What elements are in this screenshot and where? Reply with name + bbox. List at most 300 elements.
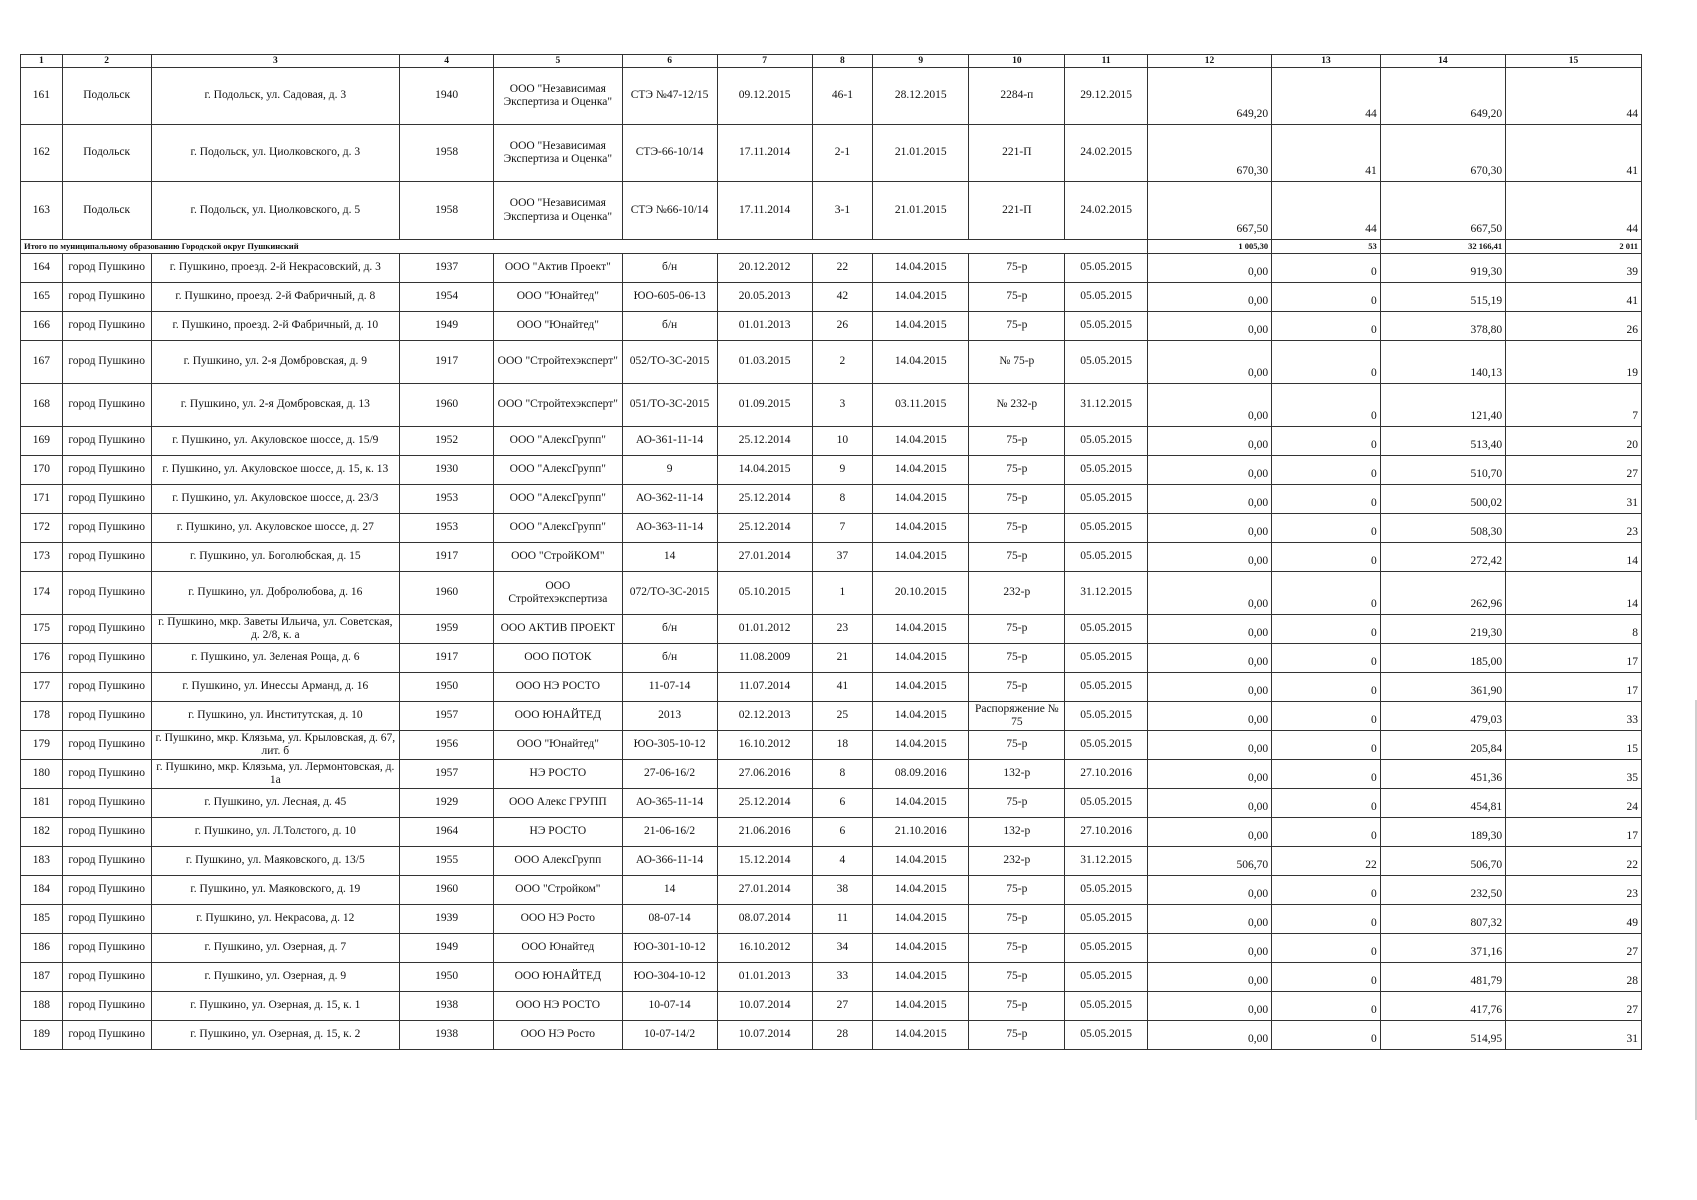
cell-row-number: 185: [21, 905, 63, 934]
cell-expert-org: НЭ РОСТО: [494, 760, 622, 789]
cell-total-area: 514,95: [1380, 1021, 1505, 1050]
cell-report-date: 01.03.2015: [717, 341, 812, 384]
cell-area-value: 0,00: [1147, 760, 1271, 789]
cell-row-number: 177: [21, 673, 63, 702]
cell-total-area: 500,02: [1380, 485, 1505, 514]
cell-item-number: 18: [812, 731, 873, 760]
cell-expert-org: ООО АлексГрупп: [494, 847, 622, 876]
cell-build-year: 1958: [400, 182, 494, 240]
cell-order-number: 75-р: [969, 312, 1065, 341]
cell-decision-date: 14.04.2015: [873, 341, 969, 384]
cell-area-value: 0,00: [1147, 485, 1271, 514]
cell-order-date: 27.10.2016: [1065, 818, 1148, 847]
cell-report-number: 14: [622, 543, 717, 572]
table-row: [21, 731, 1642, 760]
cell-report-date: 01.09.2015: [717, 384, 812, 427]
cell-report-date: 01.01.2013: [717, 312, 812, 341]
cell-total-residents: 35: [1506, 760, 1642, 789]
cell-address: г. Пушкино, ул. Озерная, д. 15, к. 2: [151, 1021, 400, 1050]
cell-total-residents: 17: [1506, 644, 1642, 673]
cell-order-date: 24.02.2015: [1065, 182, 1148, 240]
cell-municipality: город Пушкино: [62, 760, 151, 789]
cell-total-residents: 14: [1506, 572, 1642, 615]
cell-report-number: 052/ТО-3С-2015: [622, 341, 717, 384]
cell-order-number: 2284-п: [969, 68, 1065, 125]
cell-item-number: 28: [812, 1021, 873, 1050]
cell-area-value: 0,00: [1147, 963, 1271, 992]
cell-address: г. Подольск, ул. Садовая, д. 3: [151, 68, 400, 125]
cell-total-residents: 33: [1506, 702, 1642, 731]
cell-item-number: 10: [812, 427, 873, 456]
cell-decision-date: 14.04.2015: [873, 905, 969, 934]
cell-decision-date: 20.10.2015: [873, 572, 969, 615]
cell-expert-org: ООО "Юнайтед": [494, 312, 622, 341]
cell-build-year: 1949: [400, 312, 494, 341]
cell-area-value: 0,00: [1147, 673, 1271, 702]
cell-expert-org: ООО "Независимая Экспертиза и Оценка": [494, 125, 622, 182]
cell-decision-date: 28.12.2015: [873, 68, 969, 125]
cell-item-number: 26: [812, 312, 873, 341]
cell-item-number: 2: [812, 341, 873, 384]
cell-address: г. Пушкино, ул. Некрасова, д. 12: [151, 905, 400, 934]
cell-build-year: 1938: [400, 992, 494, 1021]
cell-order-number: 75-р: [969, 283, 1065, 312]
cell-build-year: 1956: [400, 731, 494, 760]
cell-row-number: 167: [21, 341, 63, 384]
cell-item-number: 27: [812, 992, 873, 1021]
subtotal-row: [21, 240, 1642, 254]
cell-residents-count: 0: [1272, 644, 1381, 673]
cell-residents-count: 0: [1272, 789, 1381, 818]
column-header: 5: [494, 55, 622, 68]
cell-report-date: 10.07.2014: [717, 992, 812, 1021]
cell-report-date: 16.10.2012: [717, 731, 812, 760]
cell-report-number: 14: [622, 876, 717, 905]
cell-row-number: 169: [21, 427, 63, 456]
cell-build-year: 1960: [400, 876, 494, 905]
cell-total-area: 508,30: [1380, 514, 1505, 543]
cell-item-number: 38: [812, 876, 873, 905]
table-row: [21, 702, 1642, 731]
cell-item-number: 4: [812, 847, 873, 876]
cell-report-number: 21-06-16/2: [622, 818, 717, 847]
cell-order-number: 75-р: [969, 1021, 1065, 1050]
cell-item-number: 21: [812, 644, 873, 673]
cell-row-number: 183: [21, 847, 63, 876]
cell-total-area: 371,16: [1380, 934, 1505, 963]
cell-build-year: 1960: [400, 572, 494, 615]
cell-total-area: 232,50: [1380, 876, 1505, 905]
cell-order-date: 05.05.2015: [1065, 992, 1148, 1021]
column-header: 1: [21, 55, 63, 68]
cell-area-value: 0,00: [1147, 934, 1271, 963]
subtotal-section: [21, 240, 1642, 254]
cell-municipality: Подольск: [62, 68, 151, 125]
cell-order-number: 75-р: [969, 514, 1065, 543]
cell-total-residents: 22: [1506, 847, 1642, 876]
cell-area-value: 0,00: [1147, 427, 1271, 456]
cell-address: г. Пушкино, ул. 2-я Домбровская, д. 13: [151, 384, 400, 427]
cell-order-number: 75-р: [969, 485, 1065, 514]
cell-area-value: 0,00: [1147, 992, 1271, 1021]
cell-report-number: АО-362-11-14: [622, 485, 717, 514]
cell-report-date: 27.06.2016: [717, 760, 812, 789]
cell-residents-count: 0: [1272, 760, 1381, 789]
cell-order-number: Распоряжение № 75: [969, 702, 1065, 731]
cell-municipality: город Пушкино: [62, 312, 151, 341]
cell-municipality: город Пушкино: [62, 644, 151, 673]
cell-expert-org: ООО "СтройКОМ": [494, 543, 622, 572]
cell-total-residents: 24: [1506, 789, 1642, 818]
cell-build-year: 1957: [400, 702, 494, 731]
cell-report-number: б/н: [622, 615, 717, 644]
cell-total-area: 807,32: [1380, 905, 1505, 934]
table-row: [21, 847, 1642, 876]
cell-total-area: 451,36: [1380, 760, 1505, 789]
cell-item-number: 1: [812, 572, 873, 615]
cell-report-number: АО-363-11-14: [622, 514, 717, 543]
cell-order-number: 75-р: [969, 254, 1065, 283]
cell-build-year: 1954: [400, 283, 494, 312]
cell-decision-date: 14.04.2015: [873, 644, 969, 673]
subtotal-col12: 1 005,30: [1147, 240, 1271, 254]
cell-municipality: город Пушкино: [62, 427, 151, 456]
cell-total-residents: 7: [1506, 384, 1642, 427]
cell-total-residents: 15: [1506, 731, 1642, 760]
table-row: [21, 182, 1642, 240]
cell-total-residents: 17: [1506, 818, 1642, 847]
cell-total-residents: 19: [1506, 341, 1642, 384]
cell-municipality: город Пушкино: [62, 572, 151, 615]
cell-decision-date: 14.04.2015: [873, 847, 969, 876]
cell-report-date: 01.01.2012: [717, 615, 812, 644]
cell-expert-org: ООО "АлексГрупп": [494, 514, 622, 543]
column-header: 10: [969, 55, 1065, 68]
cell-municipality: город Пушкино: [62, 456, 151, 485]
cell-total-area: 510,70: [1380, 456, 1505, 485]
cell-total-area: 479,03: [1380, 702, 1505, 731]
cell-order-date: 31.12.2015: [1065, 572, 1148, 615]
cell-report-number: СТЭ №66-10/14: [622, 182, 717, 240]
cell-item-number: 25: [812, 702, 873, 731]
cell-expert-org: ООО "Стройтехэксперт": [494, 341, 622, 384]
cell-total-area: 513,40: [1380, 427, 1505, 456]
cell-order-date: 27.10.2016: [1065, 760, 1148, 789]
cell-row-number: 165: [21, 283, 63, 312]
cell-residents-count: 44: [1272, 68, 1381, 125]
cell-order-number: № 75-р: [969, 341, 1065, 384]
cell-item-number: 42: [812, 283, 873, 312]
cell-residents-count: 0: [1272, 427, 1381, 456]
cell-total-area: 670,30: [1380, 125, 1505, 182]
cell-item-number: 2-1: [812, 125, 873, 182]
cell-order-date: 05.05.2015: [1065, 456, 1148, 485]
cell-order-date: 31.12.2015: [1065, 384, 1148, 427]
cell-municipality: город Пушкино: [62, 934, 151, 963]
cell-expert-org: ООО "АлексГрупп": [494, 456, 622, 485]
cell-area-value: 0,00: [1147, 1021, 1271, 1050]
cell-report-number: 11-07-14: [622, 673, 717, 702]
table-body-podolsk: [21, 68, 1642, 240]
cell-area-value: 670,30: [1147, 125, 1271, 182]
cell-municipality: город Пушкино: [62, 514, 151, 543]
cell-row-number: 164: [21, 254, 63, 283]
cell-expert-org: НЭ РОСТО: [494, 818, 622, 847]
table-row: [21, 341, 1642, 384]
cell-decision-date: 14.04.2015: [873, 514, 969, 543]
cell-total-area: 361,90: [1380, 673, 1505, 702]
cell-item-number: 9: [812, 456, 873, 485]
cell-residents-count: 0: [1272, 456, 1381, 485]
cell-residents-count: 0: [1272, 818, 1381, 847]
cell-report-number: СТЭ №47-12/15: [622, 68, 717, 125]
cell-total-area: 121,40: [1380, 384, 1505, 427]
cell-item-number: 34: [812, 934, 873, 963]
cell-total-area: 454,81: [1380, 789, 1505, 818]
cell-expert-org: ООО "Актив Проект": [494, 254, 622, 283]
cell-order-date: 05.05.2015: [1065, 644, 1148, 673]
column-header: 8: [812, 55, 873, 68]
table-row: [21, 934, 1642, 963]
cell-order-date: 05.05.2015: [1065, 615, 1148, 644]
cell-decision-date: 14.04.2015: [873, 1021, 969, 1050]
table-row: [21, 456, 1642, 485]
cell-expert-org: ООО Юнайтед: [494, 934, 622, 963]
cell-order-date: 05.05.2015: [1065, 702, 1148, 731]
cell-build-year: 1964: [400, 818, 494, 847]
cell-report-date: 09.12.2015: [717, 68, 812, 125]
cell-order-number: 232-р: [969, 572, 1065, 615]
cell-row-number: 168: [21, 384, 63, 427]
cell-report-date: 27.01.2014: [717, 543, 812, 572]
cell-total-area: 262,96: [1380, 572, 1505, 615]
cell-total-residents: 28: [1506, 963, 1642, 992]
cell-build-year: 1917: [400, 644, 494, 673]
cell-address: г. Пушкино, ул. Озерная, д. 7: [151, 934, 400, 963]
table-row: [21, 384, 1642, 427]
housing-register-table: [20, 54, 1642, 1050]
cell-address: г. Пушкино, проезд. 2-й Некрасовский, д. 3: [151, 254, 400, 283]
column-header: 12: [1147, 55, 1271, 68]
cell-area-value: 0,00: [1147, 789, 1271, 818]
cell-municipality: город Пушкино: [62, 485, 151, 514]
cell-total-residents: 23: [1506, 876, 1642, 905]
cell-item-number: 23: [812, 615, 873, 644]
cell-row-number: 181: [21, 789, 63, 818]
table-row: [21, 312, 1642, 341]
cell-decision-date: 14.04.2015: [873, 283, 969, 312]
cell-municipality: город Пушкино: [62, 1021, 151, 1050]
cell-area-value: 667,50: [1147, 182, 1271, 240]
cell-report-number: 072/ТО-3С-2015: [622, 572, 717, 615]
cell-report-number: б/н: [622, 644, 717, 673]
cell-order-number: 232-р: [969, 847, 1065, 876]
cell-report-date: 27.01.2014: [717, 876, 812, 905]
cell-report-number: ЮО-301-10-12: [622, 934, 717, 963]
cell-area-value: 0,00: [1147, 876, 1271, 905]
cell-item-number: 33: [812, 963, 873, 992]
cell-decision-date: 14.04.2015: [873, 731, 969, 760]
cell-item-number: 6: [812, 818, 873, 847]
cell-total-area: 378,80: [1380, 312, 1505, 341]
cell-build-year: 1917: [400, 341, 494, 384]
cell-build-year: 1939: [400, 905, 494, 934]
cell-municipality: город Пушкино: [62, 543, 151, 572]
cell-residents-count: 0: [1272, 312, 1381, 341]
table-row: [21, 963, 1642, 992]
table-row: [21, 254, 1642, 283]
cell-area-value: 0,00: [1147, 514, 1271, 543]
cell-report-number: АО-361-11-14: [622, 427, 717, 456]
column-header: 6: [622, 55, 717, 68]
cell-report-date: 11.07.2014: [717, 673, 812, 702]
cell-residents-count: 0: [1272, 702, 1381, 731]
cell-order-date: 24.02.2015: [1065, 125, 1148, 182]
cell-total-area: 205,84: [1380, 731, 1505, 760]
cell-row-number: 170: [21, 456, 63, 485]
cell-expert-org: ООО "Юнайтед": [494, 283, 622, 312]
cell-row-number: 173: [21, 543, 63, 572]
cell-expert-org: ООО АКТИВ ПРОЕКТ: [494, 615, 622, 644]
cell-order-number: 221-П: [969, 125, 1065, 182]
cell-expert-org: ООО Алекс ГРУПП: [494, 789, 622, 818]
cell-municipality: город Пушкино: [62, 847, 151, 876]
cell-area-value: 0,00: [1147, 456, 1271, 485]
table-row: [21, 789, 1642, 818]
cell-residents-count: 0: [1272, 731, 1381, 760]
cell-expert-org: ООО "Независимая Экспертиза и Оценка": [494, 68, 622, 125]
cell-report-number: ЮО-305-10-12: [622, 731, 717, 760]
cell-total-residents: 14: [1506, 543, 1642, 572]
column-number-header: [21, 55, 1642, 68]
cell-order-number: № 232-р: [969, 384, 1065, 427]
cell-municipality: город Пушкино: [62, 283, 151, 312]
cell-build-year: 1957: [400, 760, 494, 789]
column-header: 3: [151, 55, 400, 68]
cell-build-year: 1929: [400, 789, 494, 818]
cell-report-date: 25.12.2014: [717, 427, 812, 456]
cell-row-number: 174: [21, 572, 63, 615]
cell-residents-count: 0: [1272, 254, 1381, 283]
cell-decision-date: 14.04.2015: [873, 963, 969, 992]
cell-municipality: город Пушкино: [62, 992, 151, 1021]
cell-residents-count: 0: [1272, 1021, 1381, 1050]
subtotal-col15: 2 011: [1506, 240, 1642, 254]
cell-address: г. Пушкино, ул. Маяковского, д. 13/5: [151, 847, 400, 876]
cell-residents-count: 0: [1272, 543, 1381, 572]
cell-report-number: ЮО-304-10-12: [622, 963, 717, 992]
cell-total-residents: 27: [1506, 992, 1642, 1021]
cell-order-date: 05.05.2015: [1065, 673, 1148, 702]
cell-order-date: 05.05.2015: [1065, 283, 1148, 312]
cell-total-residents: 27: [1506, 934, 1642, 963]
cell-address: г. Пушкино, мкр. Клязьма, ул. Крыловская, д. 67, лит. б: [151, 731, 400, 760]
cell-total-area: 219,30: [1380, 615, 1505, 644]
cell-item-number: 8: [812, 760, 873, 789]
cell-area-value: 0,00: [1147, 384, 1271, 427]
cell-area-value: 506,70: [1147, 847, 1271, 876]
cell-total-area: 481,79: [1380, 963, 1505, 992]
cell-expert-org: ООО НЭ РОСТО: [494, 992, 622, 1021]
cell-order-number: 75-р: [969, 876, 1065, 905]
cell-residents-count: 0: [1272, 572, 1381, 615]
cell-address: г. Подольск, ул. Циолковского, д. 3: [151, 125, 400, 182]
cell-build-year: 1953: [400, 485, 494, 514]
cell-order-number: 75-р: [969, 905, 1065, 934]
cell-item-number: 46-1: [812, 68, 873, 125]
cell-area-value: 0,00: [1147, 615, 1271, 644]
cell-residents-count: 41: [1272, 125, 1381, 182]
cell-address: г. Пушкино, ул. Л.Толстого, д. 10: [151, 818, 400, 847]
cell-area-value: 0,00: [1147, 702, 1271, 731]
cell-report-number: ЮО-605-06-13: [622, 283, 717, 312]
table-row: [21, 485, 1642, 514]
cell-report-date: 20.12.2012: [717, 254, 812, 283]
cell-order-date: 05.05.2015: [1065, 789, 1148, 818]
cell-decision-date: 14.04.2015: [873, 876, 969, 905]
cell-row-number: 184: [21, 876, 63, 905]
cell-build-year: 1940: [400, 68, 494, 125]
cell-build-year: 1958: [400, 125, 494, 182]
table-row: [21, 644, 1642, 673]
cell-order-date: 05.05.2015: [1065, 731, 1148, 760]
cell-report-date: 11.08.2009: [717, 644, 812, 673]
cell-decision-date: 14.04.2015: [873, 615, 969, 644]
cell-report-number: АО-366-11-14: [622, 847, 717, 876]
cell-build-year: 1917: [400, 543, 494, 572]
cell-total-residents: 20: [1506, 427, 1642, 456]
cell-residents-count: 0: [1272, 485, 1381, 514]
cell-total-area: 667,50: [1380, 182, 1505, 240]
cell-expert-org: ООО Стройтехэкспертиза: [494, 572, 622, 615]
cell-report-number: 2013: [622, 702, 717, 731]
cell-report-date: 05.10.2015: [717, 572, 812, 615]
cell-residents-count: 0: [1272, 992, 1381, 1021]
cell-row-number: 163: [21, 182, 63, 240]
cell-total-area: 417,76: [1380, 992, 1505, 1021]
column-header: 14: [1380, 55, 1505, 68]
cell-expert-org: ООО "Юнайтед": [494, 731, 622, 760]
cell-report-date: 21.06.2016: [717, 818, 812, 847]
cell-build-year: 1937: [400, 254, 494, 283]
cell-order-date: 05.05.2015: [1065, 341, 1148, 384]
cell-address: г. Пушкино, проезд. 2-й Фабричный, д. 8: [151, 283, 400, 312]
column-header: 13: [1272, 55, 1381, 68]
cell-order-date: 05.05.2015: [1065, 543, 1148, 572]
cell-order-date: 05.05.2015: [1065, 1021, 1148, 1050]
cell-decision-date: 14.04.2015: [873, 673, 969, 702]
subtotal-col13: 53: [1272, 240, 1381, 254]
cell-area-value: 0,00: [1147, 818, 1271, 847]
cell-address: г. Пушкино, ул. Маяковского, д. 19: [151, 876, 400, 905]
cell-report-date: 25.12.2014: [717, 789, 812, 818]
cell-total-area: 189,30: [1380, 818, 1505, 847]
cell-report-date: 25.12.2014: [717, 514, 812, 543]
table-row: [21, 572, 1642, 615]
table-row: [21, 543, 1642, 572]
cell-report-date: 01.01.2013: [717, 963, 812, 992]
subtotal-label: Итого по муниципальному образованию Городской округ Пушкинский: [21, 240, 1148, 254]
cell-municipality: город Пушкино: [62, 818, 151, 847]
table-row: [21, 427, 1642, 456]
cell-area-value: 0,00: [1147, 341, 1271, 384]
cell-order-number: 75-р: [969, 427, 1065, 456]
cell-address: г. Пушкино, ул. Инессы Арманд, д. 16: [151, 673, 400, 702]
cell-report-number: 051/ТО-3С-2015: [622, 384, 717, 427]
cell-build-year: 1955: [400, 847, 494, 876]
cell-order-date: 05.05.2015: [1065, 312, 1148, 341]
cell-build-year: 1949: [400, 934, 494, 963]
